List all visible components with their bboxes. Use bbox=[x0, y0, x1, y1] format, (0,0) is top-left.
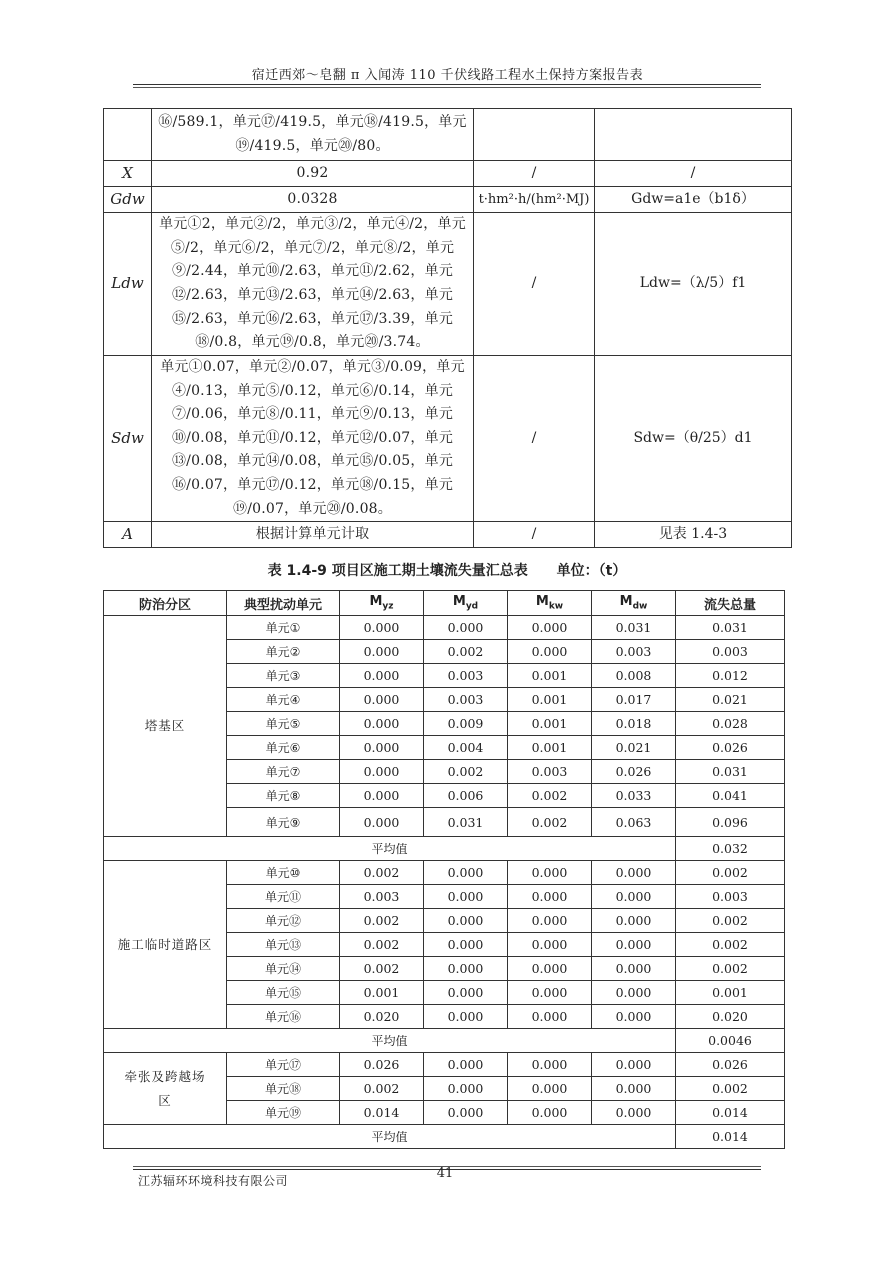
value-cell: 0.000 bbox=[508, 885, 592, 909]
value-cell: 0.002 bbox=[340, 1077, 424, 1101]
table-row bbox=[104, 522, 792, 548]
value-cell: 0.000 bbox=[424, 616, 508, 640]
value-cell: 0.021 bbox=[676, 688, 785, 712]
value-cell: 0.000 bbox=[508, 861, 592, 885]
param-formula: Sdw=（θ/25）d1 bbox=[595, 356, 792, 522]
header-rule bbox=[133, 84, 761, 85]
param-label: Sdw bbox=[104, 356, 152, 522]
value-cell: 0.017 bbox=[592, 688, 676, 712]
value-cell: 0.002 bbox=[676, 933, 785, 957]
unit-name-cell: 单元⑯ bbox=[227, 1005, 340, 1029]
value-cell: 0.000 bbox=[424, 885, 508, 909]
header-mdw: $M_{dw}$ bbox=[592, 591, 676, 616]
table-row bbox=[104, 161, 792, 187]
header-mkw: $M_{kw}$ bbox=[508, 591, 592, 616]
param-unit: / bbox=[474, 161, 595, 187]
unit-name-cell: 单元⑮ bbox=[227, 981, 340, 1005]
param-desc: ⑯/589.1，单元⑰/419.5，单元⑱/419.5，单元⑲/419.5，单元⑳/80。 bbox=[152, 109, 474, 161]
param-desc: 根据计算单元计取 bbox=[152, 522, 474, 548]
table-row bbox=[104, 1053, 785, 1077]
param-label: Gdw bbox=[104, 187, 152, 213]
value-cell: 0.000 bbox=[592, 861, 676, 885]
value-cell: 0.020 bbox=[676, 1005, 785, 1029]
value-cell: 0.001 bbox=[676, 981, 785, 1005]
value-cell: 0.028 bbox=[676, 712, 785, 736]
unit-name-cell: 单元⑪ bbox=[227, 885, 340, 909]
value-cell: 0.003 bbox=[424, 664, 508, 688]
value-cell: 0.000 bbox=[424, 933, 508, 957]
value-cell: 0.000 bbox=[508, 909, 592, 933]
value-cell: 0.000 bbox=[508, 957, 592, 981]
value-cell: 0.001 bbox=[340, 981, 424, 1005]
unit-name-cell: 单元⑱ bbox=[227, 1077, 340, 1101]
average-row bbox=[104, 1029, 785, 1053]
company-name: 江苏辐环环境科技有限公司 bbox=[138, 1174, 289, 1188]
param-desc: 单元①2，单元②/2，单元③/2，单元④/2，单元⑤/2，单元⑥/2，单元⑦/2，单元⑧/2，单元⑨/2.44，单元⑩/2.63，单元⑪/2.62，单元⑫/2.63，单元⑬/2.63，单元⑭/2.63，单元⑮/2.63，单元⑯/2.63，单元⑰/3.39，单元⑱/0.8，单元⑲/0.8，单元⑳/3.74。 bbox=[152, 213, 474, 356]
value-cell: 0.000 bbox=[592, 981, 676, 1005]
param-unit: / bbox=[474, 522, 595, 548]
unit-name-cell: 单元② bbox=[227, 640, 340, 664]
value-cell: 0.000 bbox=[508, 933, 592, 957]
unit-name-cell: 单元③ bbox=[227, 664, 340, 688]
table-row bbox=[104, 616, 785, 640]
value-cell: 0.002 bbox=[508, 808, 592, 837]
value-cell: 0.031 bbox=[676, 760, 785, 784]
value-cell: 0.002 bbox=[340, 957, 424, 981]
value-cell: 0.000 bbox=[424, 1077, 508, 1101]
table-row bbox=[104, 213, 792, 356]
value-cell: 0.000 bbox=[592, 885, 676, 909]
unit-name-cell: 单元⑤ bbox=[227, 712, 340, 736]
value-cell: 0.006 bbox=[424, 784, 508, 808]
value-cell: 0.000 bbox=[424, 861, 508, 885]
value-cell: 0.000 bbox=[592, 1077, 676, 1101]
table-caption-title: 表 1.4-9 项目区施工期土壤流失量汇总表 bbox=[267, 563, 528, 579]
param-label bbox=[104, 109, 152, 161]
unit-name-cell: 单元⑦ bbox=[227, 760, 340, 784]
value-cell: 0.012 bbox=[676, 664, 785, 688]
header-myz: $M_{yz}$ bbox=[340, 591, 424, 616]
param-desc: 0.92 bbox=[152, 161, 474, 187]
header-unit: 典型扰动单元 bbox=[227, 591, 340, 616]
table-row bbox=[104, 356, 792, 522]
value-cell: 0.001 bbox=[508, 712, 592, 736]
value-cell: 0.000 bbox=[508, 616, 592, 640]
value-cell: 0.008 bbox=[592, 664, 676, 688]
zone-cell: 塔基区 bbox=[104, 616, 227, 837]
value-cell: 0.002 bbox=[676, 909, 785, 933]
value-cell: 0.002 bbox=[676, 1077, 785, 1101]
value-cell: 0.000 bbox=[424, 957, 508, 981]
value-cell: 0.000 bbox=[592, 909, 676, 933]
value-cell: 0.000 bbox=[340, 784, 424, 808]
value-cell: 0.000 bbox=[508, 1077, 592, 1101]
param-formula: Gdw=a1e（b1δ） bbox=[595, 187, 792, 213]
value-cell: 0.014 bbox=[676, 1101, 785, 1125]
param-unit: / bbox=[474, 356, 595, 522]
value-cell: 0.003 bbox=[676, 885, 785, 909]
param-unit: / bbox=[474, 213, 595, 356]
value-cell: 0.009 bbox=[424, 712, 508, 736]
soil-loss-table bbox=[103, 590, 785, 1149]
value-cell: 0.000 bbox=[424, 1005, 508, 1029]
value-cell: 0.002 bbox=[340, 861, 424, 885]
value-cell: 0.000 bbox=[424, 1101, 508, 1125]
value-cell: 0.002 bbox=[676, 957, 785, 981]
zone-cell: 牵张及跨越场区 bbox=[104, 1053, 227, 1125]
value-cell: 0.031 bbox=[676, 616, 785, 640]
param-formula: Ldw=（λ/5）f1 bbox=[595, 213, 792, 356]
average-value: 0.032 bbox=[676, 837, 785, 861]
value-cell: 0.000 bbox=[592, 1101, 676, 1125]
parameter-table bbox=[103, 108, 792, 548]
page-number: 41 bbox=[436, 1166, 454, 1181]
unit-name-cell: 单元④ bbox=[227, 688, 340, 712]
table-unit-note: 单位：（t） bbox=[556, 563, 627, 579]
average-row bbox=[104, 1125, 785, 1149]
value-cell: 0.000 bbox=[508, 981, 592, 1005]
value-cell: 0.000 bbox=[424, 1053, 508, 1077]
unit-name-cell: 单元⑧ bbox=[227, 784, 340, 808]
value-cell: 0.000 bbox=[340, 688, 424, 712]
value-cell: 0.002 bbox=[340, 933, 424, 957]
table-row bbox=[104, 109, 792, 161]
average-label: 平均值 bbox=[104, 1029, 676, 1053]
value-cell: 0.000 bbox=[592, 1005, 676, 1029]
value-cell: 0.000 bbox=[592, 957, 676, 981]
value-cell: 0.096 bbox=[676, 808, 785, 837]
average-row bbox=[104, 837, 785, 861]
value-cell: 0.000 bbox=[340, 616, 424, 640]
value-cell: 0.003 bbox=[592, 640, 676, 664]
value-cell: 0.031 bbox=[592, 616, 676, 640]
unit-name-cell: 单元① bbox=[227, 616, 340, 640]
average-label: 平均值 bbox=[104, 837, 676, 861]
value-cell: 0.000 bbox=[340, 640, 424, 664]
value-cell: 0.000 bbox=[508, 1005, 592, 1029]
param-label: X bbox=[104, 161, 152, 187]
value-cell: 0.000 bbox=[340, 736, 424, 760]
value-cell: 0.000 bbox=[340, 664, 424, 688]
value-cell: 0.063 bbox=[592, 808, 676, 837]
value-cell: 0.033 bbox=[592, 784, 676, 808]
value-cell: 0.000 bbox=[340, 712, 424, 736]
value-cell: 0.018 bbox=[592, 712, 676, 736]
param-formula: / bbox=[595, 161, 792, 187]
value-cell: 0.003 bbox=[508, 760, 592, 784]
table-row bbox=[104, 187, 792, 213]
header-myd-sub: yd bbox=[465, 601, 479, 612]
value-cell: 0.000 bbox=[508, 1101, 592, 1125]
header-mdw-sub: dw bbox=[632, 601, 648, 612]
value-cell: 0.000 bbox=[424, 909, 508, 933]
param-desc: 0.0328 bbox=[152, 187, 474, 213]
unit-name-cell: 单元⑨ bbox=[227, 808, 340, 837]
value-cell: 0.026 bbox=[676, 1053, 785, 1077]
value-cell: 0.000 bbox=[592, 1053, 676, 1077]
param-label: A bbox=[104, 522, 152, 548]
value-cell: 0.041 bbox=[676, 784, 785, 808]
value-cell: 0.003 bbox=[340, 885, 424, 909]
value-cell: 0.001 bbox=[508, 736, 592, 760]
param-label: Ldw bbox=[104, 213, 152, 356]
average-label: 平均值 bbox=[104, 1125, 676, 1149]
zone-cell: 施工临时道路区 bbox=[104, 861, 227, 1029]
param-unit: t·hm²·h/(hm²·MJ) bbox=[474, 187, 595, 213]
param-desc: 单元①0.07，单元②/0.07，单元③/0.09，单元④/0.13，单元⑤/0.12，单元⑥/0.14，单元⑦/0.06，单元⑧/0.11，单元⑨/0.13，单元⑩/0.08，单元⑪/0.12，单元⑫/0.07，单元⑬/0.08，单元⑭/0.08，单元⑮/0.05，单元⑯/0.07，单元⑰/0.12，单元⑱/0.15，单元⑲/0.07，单元⑳/0.08。 bbox=[152, 356, 474, 522]
unit-name-cell: 单元⑫ bbox=[227, 909, 340, 933]
value-cell: 0.003 bbox=[424, 688, 508, 712]
unit-name-cell: 单元⑩ bbox=[227, 861, 340, 885]
param-formula bbox=[595, 109, 792, 161]
param-unit bbox=[474, 109, 595, 161]
value-cell: 0.002 bbox=[340, 909, 424, 933]
unit-name-cell: 单元⑲ bbox=[227, 1101, 340, 1125]
average-value: 0.0046 bbox=[676, 1029, 785, 1053]
value-cell: 0.000 bbox=[424, 981, 508, 1005]
header-myd: $M_{yd}$ bbox=[424, 591, 508, 616]
value-cell: 0.021 bbox=[592, 736, 676, 760]
header-zone: 防治分区 bbox=[104, 591, 227, 616]
value-cell: 0.031 bbox=[424, 808, 508, 837]
table-header-row bbox=[104, 591, 785, 616]
unit-name-cell: 单元⑰ bbox=[227, 1053, 340, 1077]
value-cell: 0.003 bbox=[676, 640, 785, 664]
value-cell: 0.026 bbox=[676, 736, 785, 760]
value-cell: 0.020 bbox=[340, 1005, 424, 1029]
page-header-title: 宿迁西郊～皂翻 π 入闻涛 110 千伏线路工程水土保持方案报告表 bbox=[251, 68, 644, 83]
header-myz-sub: yz bbox=[382, 601, 394, 612]
value-cell: 0.004 bbox=[424, 736, 508, 760]
value-cell: 0.001 bbox=[508, 664, 592, 688]
header-total: 流失总量 bbox=[676, 591, 785, 616]
value-cell: 0.002 bbox=[508, 784, 592, 808]
header-mkw-sub: kw bbox=[548, 601, 564, 612]
value-cell: 0.001 bbox=[508, 688, 592, 712]
header-rule-thin bbox=[133, 87, 761, 88]
table-row bbox=[104, 861, 785, 885]
value-cell: 0.026 bbox=[592, 760, 676, 784]
value-cell: 0.000 bbox=[508, 1053, 592, 1077]
value-cell: 0.026 bbox=[340, 1053, 424, 1077]
unit-name-cell: 单元⑬ bbox=[227, 933, 340, 957]
table-caption bbox=[103, 560, 791, 580]
average-value: 0.014 bbox=[676, 1125, 785, 1149]
unit-name-cell: 单元⑭ bbox=[227, 957, 340, 981]
unit-name-cell: 单元⑥ bbox=[227, 736, 340, 760]
value-cell: 0.000 bbox=[340, 760, 424, 784]
value-cell: 0.000 bbox=[592, 933, 676, 957]
value-cell: 0.002 bbox=[424, 760, 508, 784]
value-cell: 0.014 bbox=[340, 1101, 424, 1125]
soil-loss-body bbox=[104, 616, 785, 1149]
value-cell: 0.002 bbox=[424, 640, 508, 664]
value-cell: 0.002 bbox=[676, 861, 785, 885]
param-formula: 见表 1.4-3 bbox=[595, 522, 792, 548]
value-cell: 0.000 bbox=[340, 808, 424, 837]
value-cell: 0.000 bbox=[508, 640, 592, 664]
